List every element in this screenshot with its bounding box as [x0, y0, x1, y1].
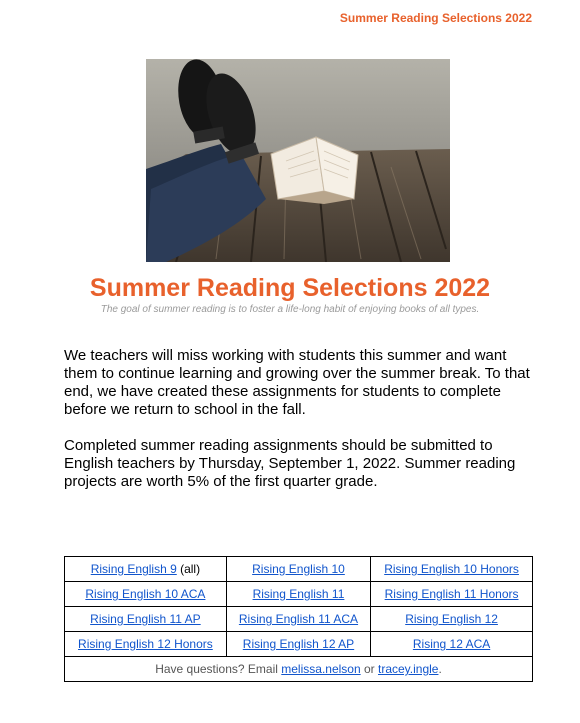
header-title: Summer Reading Selections 2022	[339, 11, 532, 25]
table-cell	[371, 557, 533, 582]
email-link-tracey-ingle[interactable]: tracey.ingle	[377, 662, 439, 676]
table-row	[65, 607, 533, 632]
link-rising-english-10-aca[interactable]: Rising English 10 ACA	[85, 587, 206, 601]
hero-image	[146, 59, 450, 262]
table-cell	[226, 582, 370, 607]
link-rising-english-12[interactable]: Rising English 12	[405, 612, 498, 626]
reading-on-dock-illustration	[146, 59, 450, 262]
reading-links-table	[64, 556, 533, 682]
link-rising-english-12-honors[interactable]: Rising English 12 Honors	[78, 637, 213, 651]
table-cell	[371, 582, 533, 607]
link-rising-english-12-ap[interactable]: Rising English 12 AP	[242, 637, 355, 651]
table-cell	[371, 607, 533, 632]
link-rising-english-10[interactable]: Rising English 10	[252, 562, 345, 576]
table-row	[65, 632, 533, 657]
table-cell	[65, 582, 227, 607]
link-rising-english-11-honors[interactable]: Rising English 11 Honors	[384, 587, 519, 601]
link-rising-english-11[interactable]: Rising English 11	[252, 587, 345, 601]
table-cell	[65, 557, 227, 582]
table-cell	[371, 632, 533, 657]
link-rising-english-11-aca[interactable]: Rising English 11 ACA	[238, 612, 359, 626]
link-suffix: (all)	[176, 562, 201, 576]
contact-footer	[65, 657, 533, 682]
page-subtitle: The goal of summer reading is to foster a life-long habit of enjoying books of all types.	[100, 304, 480, 315]
link-rising-english-10-honors[interactable]: Rising English 10 Honors	[384, 562, 519, 576]
table-row	[65, 557, 533, 582]
link-rising-12-aca[interactable]: Rising 12 ACA	[412, 637, 491, 651]
table-row	[65, 582, 533, 607]
contact-prefix: Have questions? Email	[155, 662, 282, 676]
email-link-melissa-nelson[interactable]: melissa.nelson	[281, 662, 361, 676]
table-cell	[65, 607, 227, 632]
link-rising-english-9[interactable]: Rising English 9	[90, 562, 177, 576]
table-cell	[226, 632, 370, 657]
contact-suffix: .	[438, 662, 442, 676]
table-cell	[65, 632, 227, 657]
page-title: Summer Reading Selections 2022	[89, 274, 491, 302]
contact-middle: or	[360, 662, 378, 676]
table-cell	[226, 607, 370, 632]
table-cell	[226, 557, 370, 582]
intro-paragraph: We teachers will miss working with students this summer and want them to continue learning and growing over the summer break. To that end, we have created these assignments for students to complete before we return to school in the fall.	[64, 347, 530, 418]
submission-paragraph: Completed summer reading assignments should be submitted to English teachers by Thursday, September 1, 2022. Summer reading projects are worth 5% of the first quarter grade.	[64, 437, 516, 490]
table-row	[65, 657, 533, 682]
link-rising-english-11-ap[interactable]: Rising English 11 AP	[90, 612, 201, 626]
